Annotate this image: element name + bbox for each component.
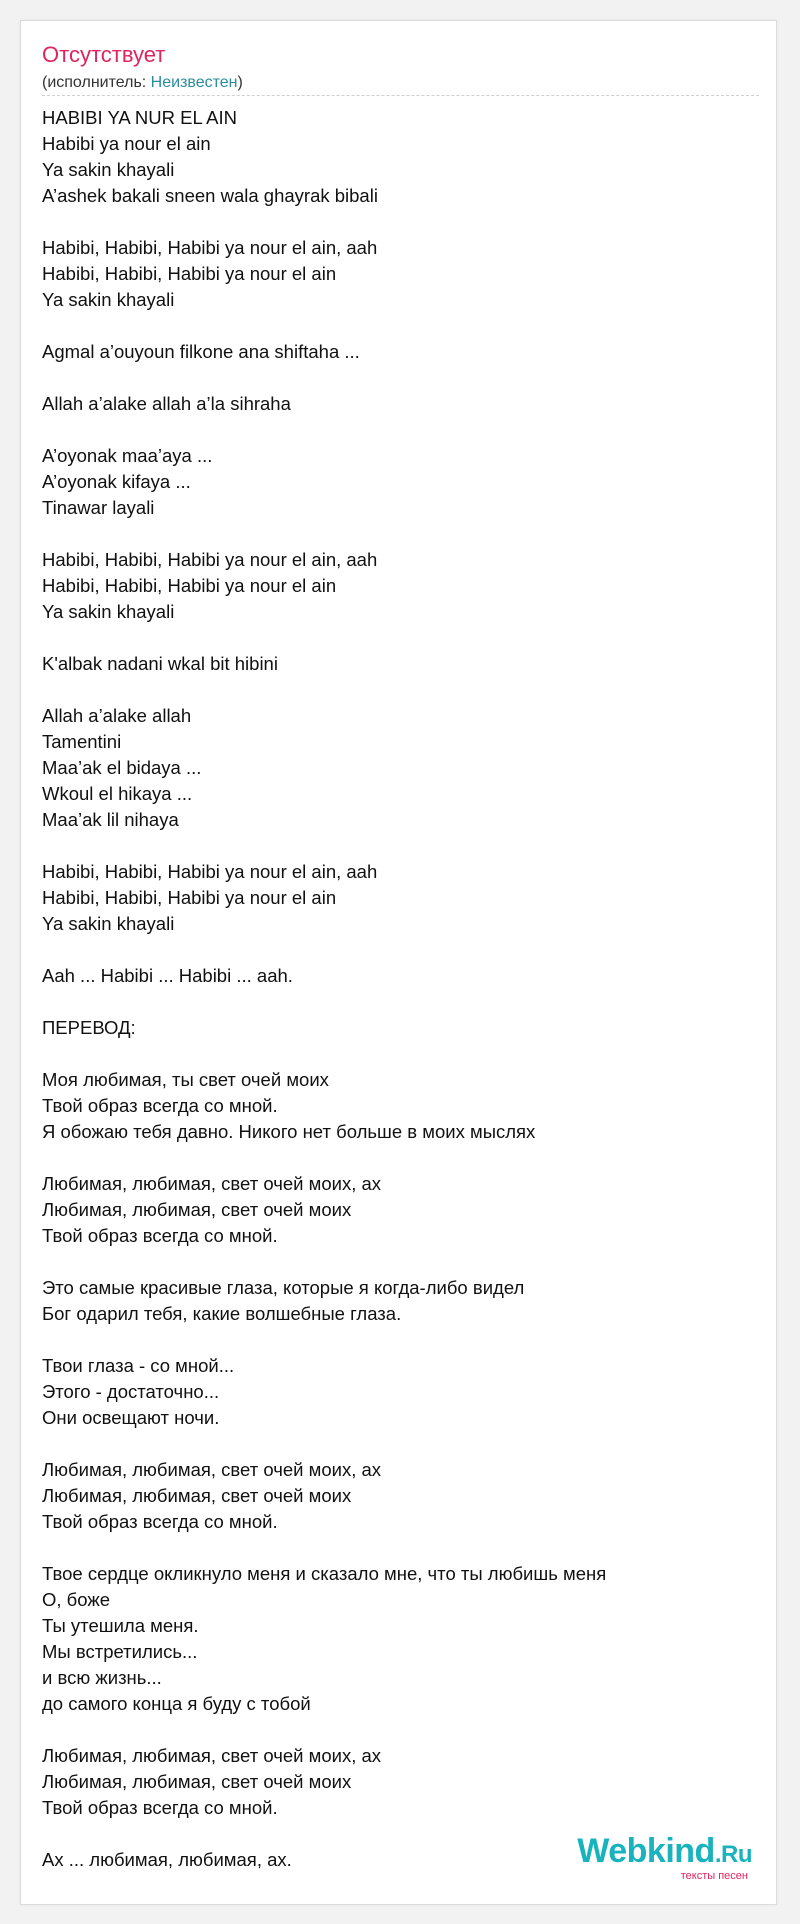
lyric-line: Habibi, Habibi, Habibi ya nour el ain, aah — [42, 237, 378, 258]
lyric-line: Tinawar layali — [42, 497, 155, 518]
lyric-line: Maa’ak el bidaya ... — [42, 757, 202, 778]
lyric-line: Allah a’alake allah a’la sihraha — [42, 393, 291, 414]
lyric-line: Habibi, Habibi, Habibi ya nour el ain — [42, 887, 337, 908]
song-title: Отсутствует — [42, 42, 166, 67]
artist-line — [42, 74, 243, 92]
stanza-gap — [42, 365, 759, 391]
lyric-line: Allah a’alake allah — [42, 705, 192, 726]
artist-suffix: ) — [237, 74, 243, 91]
site-logo[interactable] — [552, 1832, 752, 1888]
lyric-line: A’oyonak maa’aya ... — [42, 445, 213, 466]
stanza-gap — [42, 833, 759, 859]
lyric-line: Твое сердце окликнуло меня и сказало мне, что ты любишь меня — [42, 1563, 607, 1584]
lyric-line: Любимая, любимая, свет очей моих, ах — [42, 1459, 382, 1480]
lyric-line: Мы встретились... — [42, 1641, 198, 1662]
artist-prefix: (исполнитель: — [42, 74, 151, 91]
lyric-line: A’ashek bakali sneen wala ghayrak bibali — [42, 185, 378, 206]
stanza-gap — [42, 625, 759, 651]
lyric-line: Habibi, Habibi, Habibi ya nour el ain, aah — [42, 549, 378, 570]
stanza-gap — [42, 1717, 759, 1743]
lyric-line: Habibi, Habibi, Habibi ya nour el ain, aah — [42, 861, 378, 882]
lyric-line: Ты утешила меня. — [42, 1615, 199, 1636]
logo-name: Webkind — [577, 1832, 715, 1870]
lyric-line: О, боже — [42, 1589, 111, 1610]
lyric-line: A’oyonak kifaya ... — [42, 471, 191, 492]
lyric-line: Habibi, Habibi, Habibi ya nour el ain — [42, 263, 337, 284]
lyric-line: Ах ... любимая, любимая, ах. — [42, 1849, 292, 1870]
lyric-line: и всю жизнь... — [42, 1667, 162, 1688]
lyric-line: Они освещают ночи. — [42, 1407, 220, 1428]
artist-link[interactable]: Неизвестен — [150, 74, 238, 91]
lyric-line: Maa’ak lil nihaya — [42, 809, 179, 830]
lyric-line: Твой образ всегда со мной. — [42, 1797, 278, 1818]
stanza-gap — [42, 677, 759, 703]
lyric-line: Твой образ всегда со мной. — [42, 1225, 278, 1246]
stanza-gap — [42, 209, 759, 235]
lyrics-text — [42, 105, 759, 1873]
lyric-line: Твои глаза - со мной... — [42, 1355, 235, 1376]
lyric-line: Любимая, любимая, свет очей моих, ах — [42, 1745, 382, 1766]
lyrics-card — [20, 20, 777, 1905]
stanza-gap — [42, 937, 759, 963]
stanza-gap — [42, 313, 759, 339]
header-divider — [42, 95, 759, 96]
lyric-line: Бог одарил тебя, какие волшебные глаза. — [42, 1303, 402, 1324]
lyric-line: Habibi, Habibi, Habibi ya nour el ain — [42, 575, 337, 596]
lyric-line: Моя любимая, ты свет очей моих — [42, 1069, 329, 1090]
lyric-line: Ya sakin khayali — [42, 159, 175, 180]
stanza-gap — [42, 1041, 759, 1067]
lyric-line: Любимая, любимая, свет очей моих — [42, 1199, 352, 1220]
lyric-line: ПЕРЕВОД: — [42, 1017, 136, 1038]
lyric-line: Любимая, любимая, свет очей моих — [42, 1771, 352, 1792]
lyric-line: Это самые красивые глаза, которые я когда-либо видел — [42, 1277, 525, 1298]
lyric-line: HABIBI YA NUR EL AIN — [42, 107, 238, 128]
lyric-line: K'albak nadani wkal bit hibini — [42, 653, 278, 674]
lyric-line: Wkoul el hikaya ... — [42, 783, 193, 804]
lyric-line: Tamentini — [42, 731, 122, 752]
logo-tld: .Ru — [714, 1841, 752, 1868]
stanza-gap — [42, 1431, 759, 1457]
lyric-line: Agmal a’ouyoun filkone ana shiftaha ... — [42, 341, 360, 362]
lyric-line: Твой образ всегда со мной. — [42, 1095, 278, 1116]
lyric-line: Ya sakin khayali — [42, 601, 175, 622]
stanza-gap — [42, 989, 759, 1015]
lyric-line: Твой образ всегда со мной. — [42, 1511, 278, 1532]
stanza-gap — [42, 417, 759, 443]
logo-tagline: тексты песен — [680, 1870, 748, 1882]
lyric-line: Habibi ya nour el ain — [42, 133, 211, 154]
stanza-gap — [42, 1535, 759, 1561]
lyric-line: Я обожаю тебя давно. Никого нет больше в моих мыслях — [42, 1121, 536, 1142]
stanza-gap — [42, 1145, 759, 1171]
stanza-gap — [42, 521, 759, 547]
lyric-line: Любимая, любимая, свет очей моих, ах — [42, 1173, 382, 1194]
lyric-line: Любимая, любимая, свет очей моих — [42, 1485, 352, 1506]
stanza-gap — [42, 1327, 759, 1353]
lyric-line: Ya sakin khayali — [42, 289, 175, 310]
stanza-gap — [42, 1249, 759, 1275]
logo-wordmark — [577, 1832, 752, 1871]
lyric-line: Этого - достаточно... — [42, 1381, 220, 1402]
lyric-line: до самого конца я буду с тобой — [42, 1693, 311, 1714]
lyric-line: Aah ... Habibi ... Habibi ... aah. — [42, 965, 293, 986]
lyric-line: Ya sakin khayali — [42, 913, 175, 934]
